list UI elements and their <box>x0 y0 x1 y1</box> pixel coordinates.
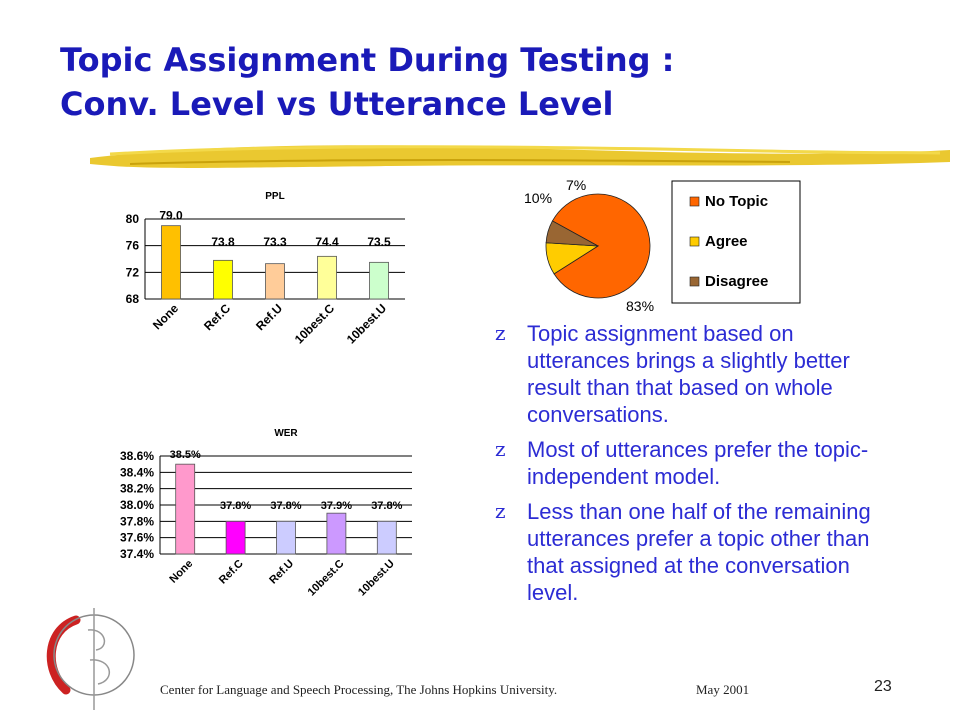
bullet-text: Topic assignment based on utterances brings a slightly better result than that based on whole conversations. <box>527 321 850 427</box>
data-label: 79.0 <box>159 208 183 223</box>
y-tick-label: 72 <box>125 265 139 280</box>
data-label: 38.5% <box>169 449 201 462</box>
legend-swatch <box>690 237 699 246</box>
data-label: 37.8% <box>371 500 403 512</box>
bullet-text: Less than one half of the remaining utterances prefer a topic other than that assigned at the conversation level. <box>527 499 871 605</box>
y-tick-label: 38.2% <box>119 481 154 496</box>
data-label: 73.5 <box>367 235 391 249</box>
data-label: 10% <box>524 190 553 206</box>
x-tick-label: Ref.C <box>216 557 246 587</box>
bullet-item <box>495 436 895 490</box>
x-tick-label: None <box>167 557 196 586</box>
data-label: 37.8% <box>219 500 252 512</box>
data-label: 73.8 <box>211 235 235 249</box>
x-tick-label: 10best.U <box>343 301 390 347</box>
legend-label: Agree <box>705 233 748 250</box>
legend-label: No Topic <box>705 193 769 210</box>
x-tick-label: 10best.C <box>305 557 347 599</box>
y-tick-label: 68 <box>125 292 139 306</box>
data-label: 73.3 <box>263 235 287 249</box>
page-number: 23 <box>874 678 892 695</box>
y-tick-label: 37.8% <box>119 514 154 529</box>
footer-organization: Center for Language and Speech Processing, The Johns Hopkins University. <box>160 682 558 697</box>
slide-footer <box>160 682 750 698</box>
legend-label: Disagree <box>705 273 769 290</box>
y-tick-label: 38.0% <box>119 498 154 512</box>
data-label: 74.4 <box>315 235 339 249</box>
x-tick-label: Ref.C <box>201 301 234 334</box>
bullet-item <box>495 320 895 428</box>
y-tick-label: 76 <box>125 238 139 253</box>
data-label: 7% <box>566 177 587 193</box>
bullet-text: Most of utterances prefer the topic-independent model. <box>527 437 869 489</box>
chart-title: WER <box>274 428 298 439</box>
y-tick-label: 37.6% <box>119 530 154 545</box>
x-tick-label: Ref.U <box>267 557 297 587</box>
chart-title: PPL <box>265 191 285 202</box>
data-label: 83% <box>626 298 655 314</box>
bullet-marker-icon: z <box>495 499 506 523</box>
y-tick-label: 38.6% <box>119 449 154 463</box>
x-tick-label: 10best.U <box>356 557 397 599</box>
x-tick-label: None <box>150 301 182 333</box>
y-tick-label: 37.4% <box>119 547 154 561</box>
y-tick-label: 38.4% <box>119 465 154 480</box>
data-label: 37.9% <box>320 500 353 512</box>
bullet-item <box>495 498 895 606</box>
footer-date: May 2001 <box>696 682 750 697</box>
y-tick-label: 80 <box>125 212 139 226</box>
data-label: 37.8% <box>270 500 302 512</box>
bullet-marker-icon: z <box>495 437 506 461</box>
title-line-2: Conv. Level vs Utterance Level <box>60 85 614 123</box>
bullet-marker-icon: z <box>495 321 506 345</box>
clsp-logo-icon <box>36 600 146 715</box>
legend-swatch <box>690 277 699 286</box>
bullet-list <box>495 320 895 614</box>
x-tick-label: Ref.U <box>253 301 286 334</box>
title-line-1: Topic Assignment During Testing : <box>60 41 675 79</box>
x-tick-label: 10best.C <box>291 301 338 347</box>
legend-swatch <box>690 197 699 206</box>
